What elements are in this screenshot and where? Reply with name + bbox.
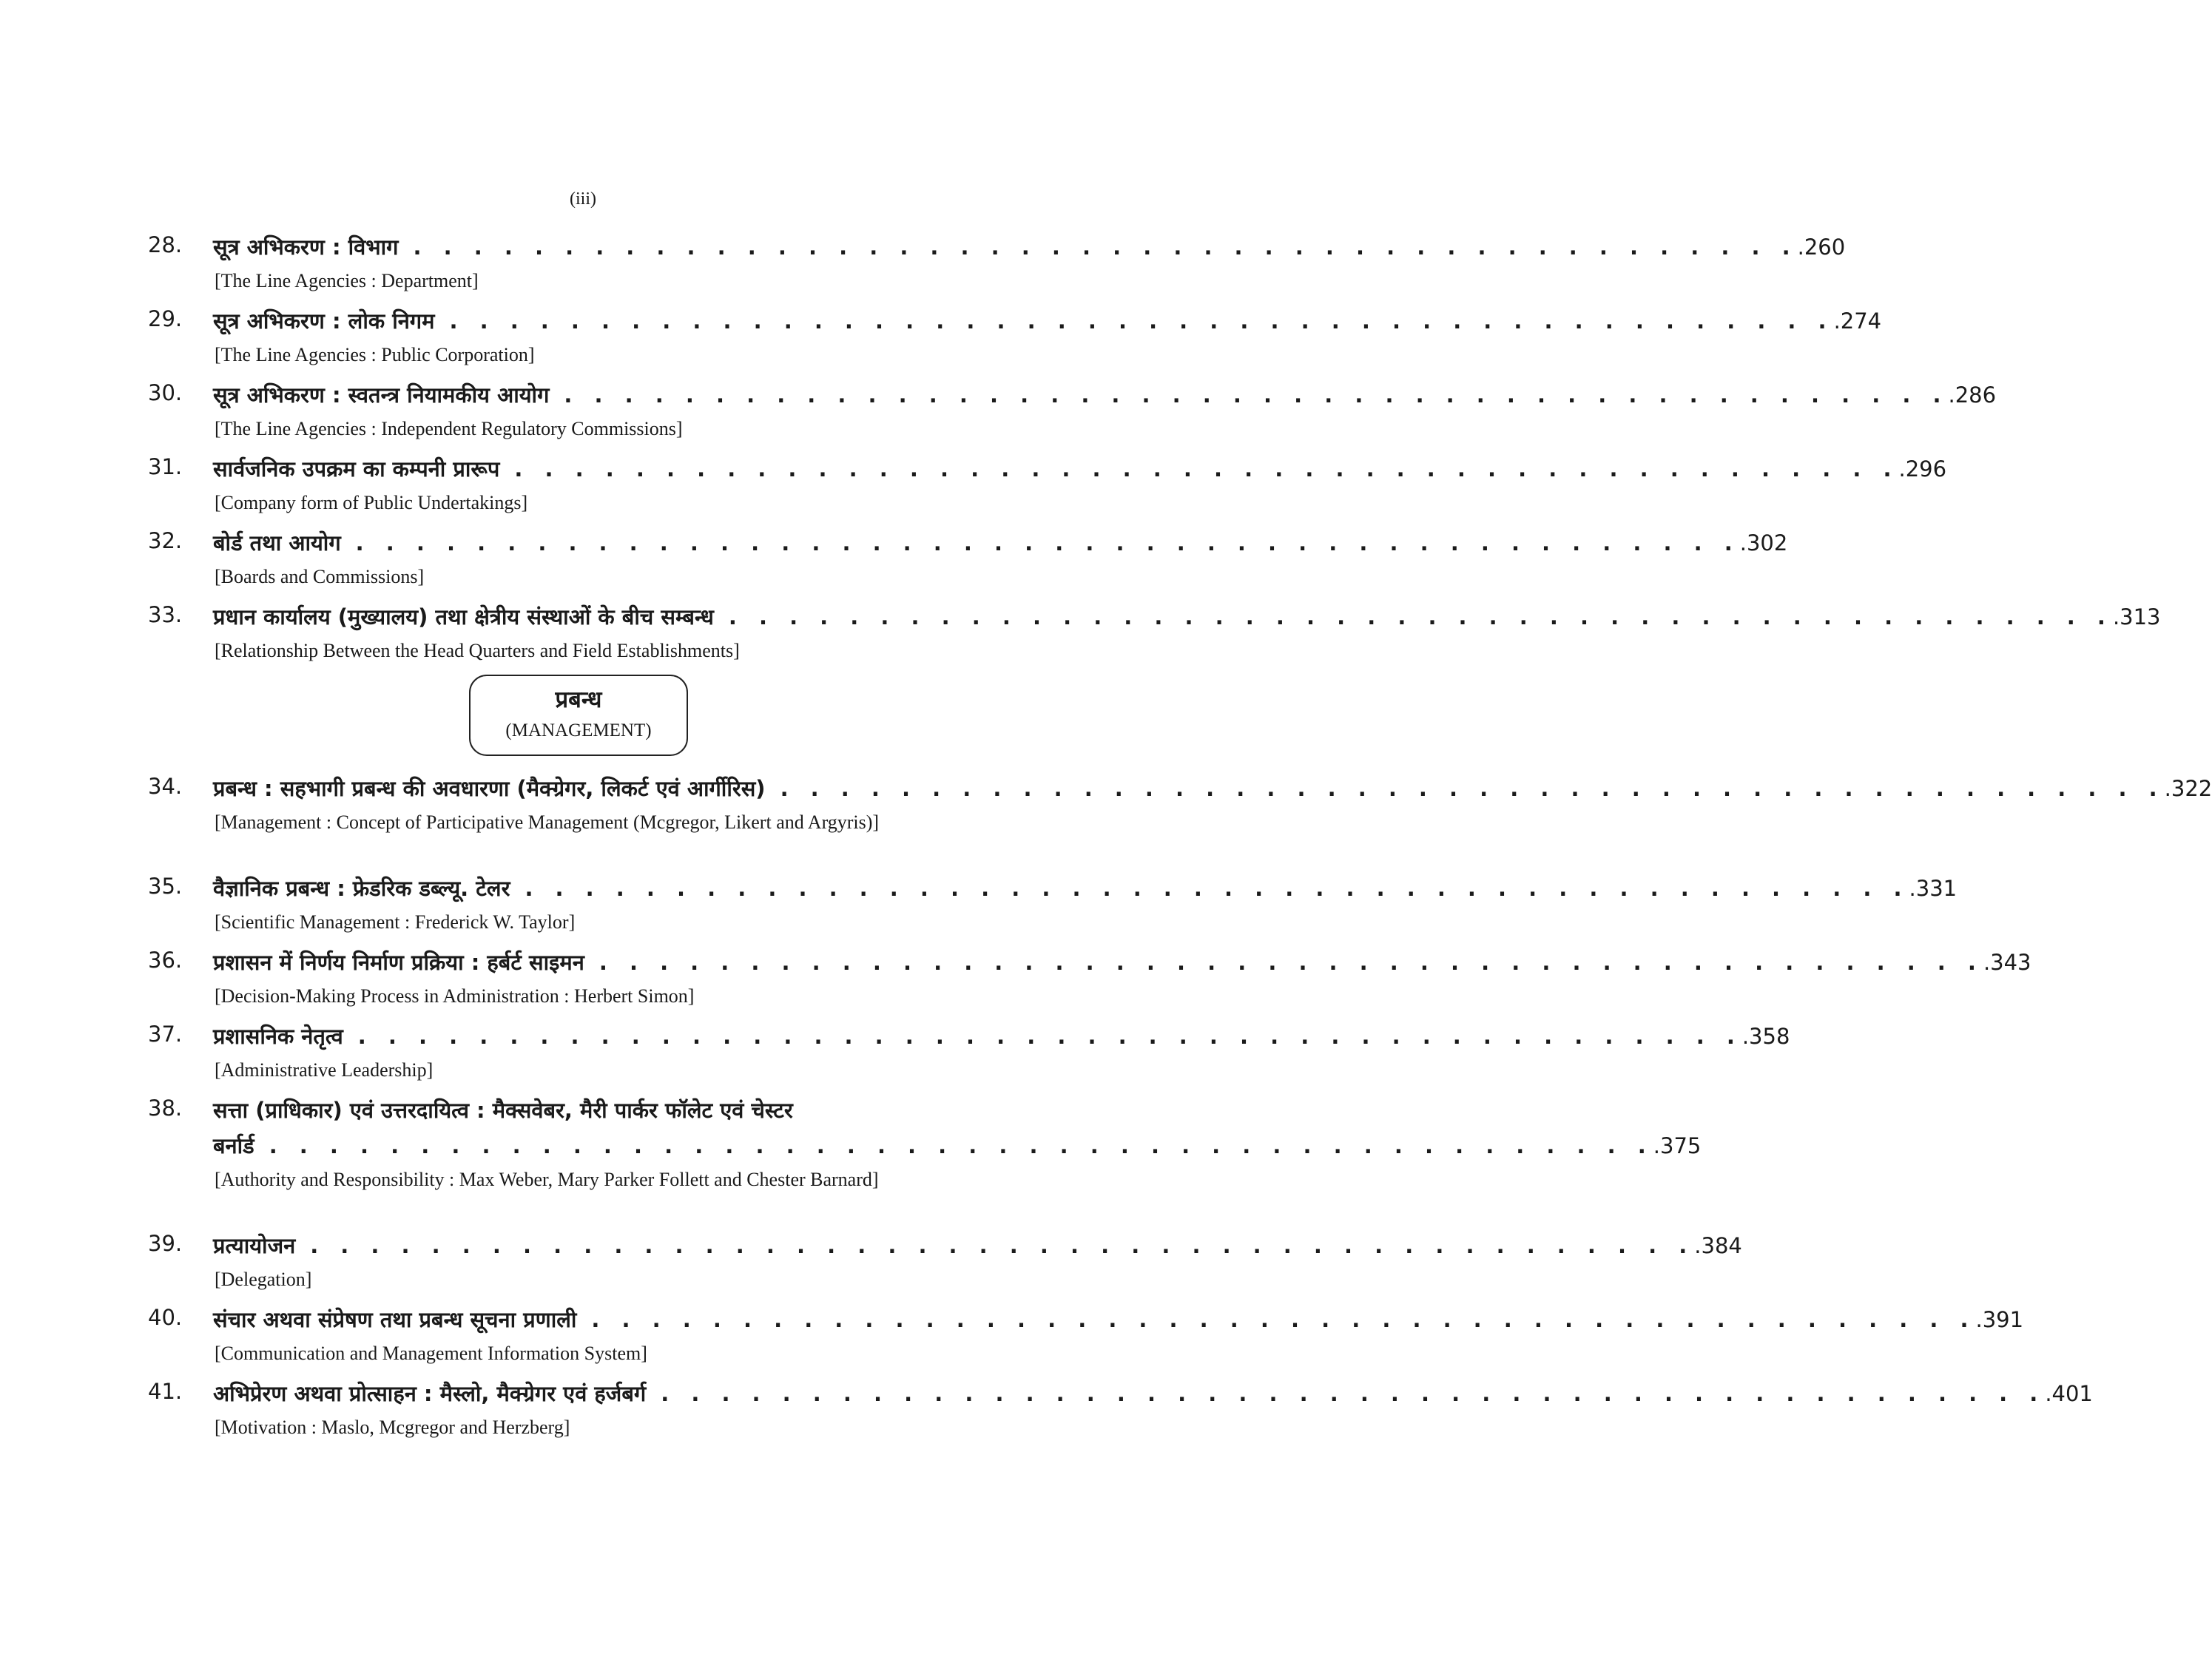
entry-number: 41. — [148, 1379, 183, 1404]
entry-title-english: [The Line Agencies : Department] — [215, 270, 479, 291]
entry-title-hindi: सार्वजनिक उपक्रम का कम्पनी प्रारूप — [213, 456, 500, 482]
dot-leader: . . . . . . . . . . . . . . . . . . . . . . . . . . . . . . . . . . . . . . . . . . . . . . — [661, 1381, 2046, 1406]
entry-page: .322 — [2164, 776, 2212, 801]
entry-title-hindi: वैज्ञानिक प्रबन्ध : फ्रेडरिक डब्ल्यू. टेलर — [213, 876, 510, 901]
dot-leader: . . . . . . . . . . . . . . . . . . . . . . . . . . . . . . . . . . . . . . . . . . . . . . — [591, 1307, 1976, 1332]
entry-number: 30. — [148, 380, 183, 405]
entry-number: 32. — [148, 528, 183, 553]
entry-title-english: [Communication and Management Information System] — [215, 1343, 647, 1364]
dot-leader: . . . . . . . . . . . . . . . . . . . . . . . . . . . . . . . . . . . . . . . . . . . . . . — [525, 876, 1909, 901]
entry-page: .302 — [1739, 530, 1788, 556]
entry-page: .384 — [1694, 1233, 1742, 1258]
entry-number: 33. — [148, 602, 183, 627]
entry-title-english: [The Line Agencies : Public Corporation] — [215, 344, 535, 365]
entry-title-hindi: बोर्ड तथा आयोग — [213, 530, 341, 556]
dot-leader: . . . . . . . . . . . . . . . . . . . . . . . . . . . . . . . . . . . . . . . . . . . . . . — [413, 234, 1798, 260]
entry-page: .358 — [1741, 1024, 1790, 1049]
entry-number: 28. — [148, 232, 183, 257]
entry-title-english: [Boards and Commissions] — [215, 566, 425, 587]
entry-title-english: [Management : Concept of Participative Management (Mcgregor, Likert and Argyris)] — [215, 811, 880, 833]
entry-page: .296 — [1898, 456, 1947, 482]
section-heading-box — [469, 675, 688, 756]
entry-page: .260 — [1797, 234, 1846, 260]
section-heading-hindi: प्रबन्ध — [555, 686, 602, 713]
entry-number: 34. — [148, 774, 183, 799]
entry-title-english: [The Line Agencies : Independent Regulatory Commissions] — [215, 418, 683, 439]
entry-title-english: [Relationship Between the Head Quarters and Field Establishments] — [215, 640, 740, 661]
entry-title-english: [Administrative Leadership] — [215, 1059, 434, 1081]
entry-title-hindi: प्रत्यायोजन — [213, 1233, 296, 1258]
entry-title-english: [Scientific Management : Frederick W. Taylor] — [215, 911, 576, 933]
entry-title-hindi: प्रशासनिक नेतृत्व — [213, 1024, 343, 1049]
dot-leader: . . . . . . . . . . . . . . . . . . . . . . . . . . . . . . . . . . . . . . . . . . . . . . — [780, 776, 2165, 801]
entry-number: 35. — [148, 874, 183, 899]
entry-title-hindi: सूत्र अभिकरण : लोक निगम — [213, 308, 435, 334]
entry-title-hindi: सूत्र अभिकरण : स्वतन्त्र नियामकीय आयोग — [213, 382, 550, 408]
dot-leader: . . . . . . . . . . . . . . . . . . . . . . . . . . . . . . . . . . . . . . . . . . . . . . — [269, 1133, 1653, 1158]
entry-title-hindi: प्रबन्ध : सहभागी प्रबन्ध की अवधारणा (मैक्ग्रेगर, लिकर्ट एवं आर्गीरिस) — [213, 776, 766, 801]
dot-leader: . . . . . . . . . . . . . . . . . . . . . . . . . . . . . . . . . . . . . . . . . . . . . . — [514, 456, 1899, 482]
page-number: (iii) — [570, 189, 596, 209]
entry-title-hindi: सत्ता (प्राधिकार) एवं उत्तरदायित्व : मैक्सवेबर, मैरी पार्कर फॉलेट एवं चेस्टर — [213, 1098, 793, 1123]
entry-title-hindi: सूत्र अभिकरण : विभाग — [213, 234, 399, 260]
section-heading-english: (MANAGEMENT) — [505, 720, 652, 740]
dot-leader: . . . . . . . . . . . . . . . . . . . . . . . . . . . . . . . . . . . . . . . . . . . . . . — [449, 308, 1834, 334]
entry-title-english: [Motivation : Maslo, Mcgregor and Herzberg] — [215, 1417, 570, 1438]
entry-number: 36. — [148, 948, 183, 973]
entry-number: 31. — [148, 454, 183, 479]
dot-leader: . . . . . . . . . . . . . . . . . . . . . . . . . . . . . . . . . . . . . . . . . . . . . . — [564, 382, 1949, 408]
entry-title-english: [Decision-Making Process in Administration : Herbert Simon] — [215, 985, 695, 1007]
entry-title-english: [Delegation] — [215, 1269, 312, 1290]
entry-title-hindi-continued: बर्नार्ड — [213, 1133, 254, 1158]
entry-title-english: [Company form of Public Undertakings] — [215, 492, 528, 513]
dot-leader: . . . . . . . . . . . . . . . . . . . . . . . . . . . . . . . . . . . . . . . . . . . . . . — [728, 604, 2113, 629]
entry-title-hindi: प्रधान कार्यालय (मुख्यालय) तथा क्षेत्रीय संस्थाओं के बीच सम्बन्ध — [213, 604, 714, 629]
entry-page: .313 — [2112, 604, 2161, 629]
entry-page: .375 — [1653, 1133, 1702, 1158]
entry-title-hindi: प्रशासन में निर्णय निर्माण प्रक्रिया : हर्बर्ट साइमन — [213, 950, 584, 975]
entry-page: .274 — [1833, 308, 1882, 334]
entry-page: .331 — [1909, 876, 1958, 901]
entry-page: .401 — [2045, 1381, 2093, 1406]
dot-leader: . . . . . . . . . . . . . . . . . . . . . . . . . . . . . . . . . . . . . . . . . . . . . . — [355, 530, 1740, 556]
entry-title-hindi: संचार अथवा संप्रेषण तथा प्रबन्ध सूचना प्रणाली — [213, 1307, 577, 1332]
entry-number: 29. — [148, 306, 183, 331]
entry-number: 38. — [148, 1096, 183, 1121]
entry-page: .391 — [1975, 1307, 2024, 1332]
entry-page: .343 — [1983, 950, 2031, 975]
dot-leader: . . . . . . . . . . . . . . . . . . . . . . . . . . . . . . . . . . . . . . . . . . . . . . — [598, 950, 1983, 975]
entry-title-hindi: अभिप्रेरण अथवा प्रोत्साहन : मैस्लो, मैक्ग्रेगर एवं हर्जबर्ग — [213, 1381, 647, 1406]
dot-leader: . . . . . . . . . . . . . . . . . . . . . . . . . . . . . . . . . . . . . . . . . . . . . . — [357, 1024, 1742, 1049]
dot-leader: . . . . . . . . . . . . . . . . . . . . . . . . . . . . . . . . . . . . . . . . . . . . . . — [310, 1233, 1695, 1258]
entry-number: 39. — [148, 1231, 183, 1256]
entry-page: .286 — [1948, 382, 1997, 408]
entry-title-english: [Authority and Responsibility : Max Weber, Mary Parker Follett and Chester Barnard] — [215, 1169, 879, 1190]
entry-number: 37. — [148, 1022, 183, 1047]
entry-number: 40. — [148, 1305, 183, 1330]
